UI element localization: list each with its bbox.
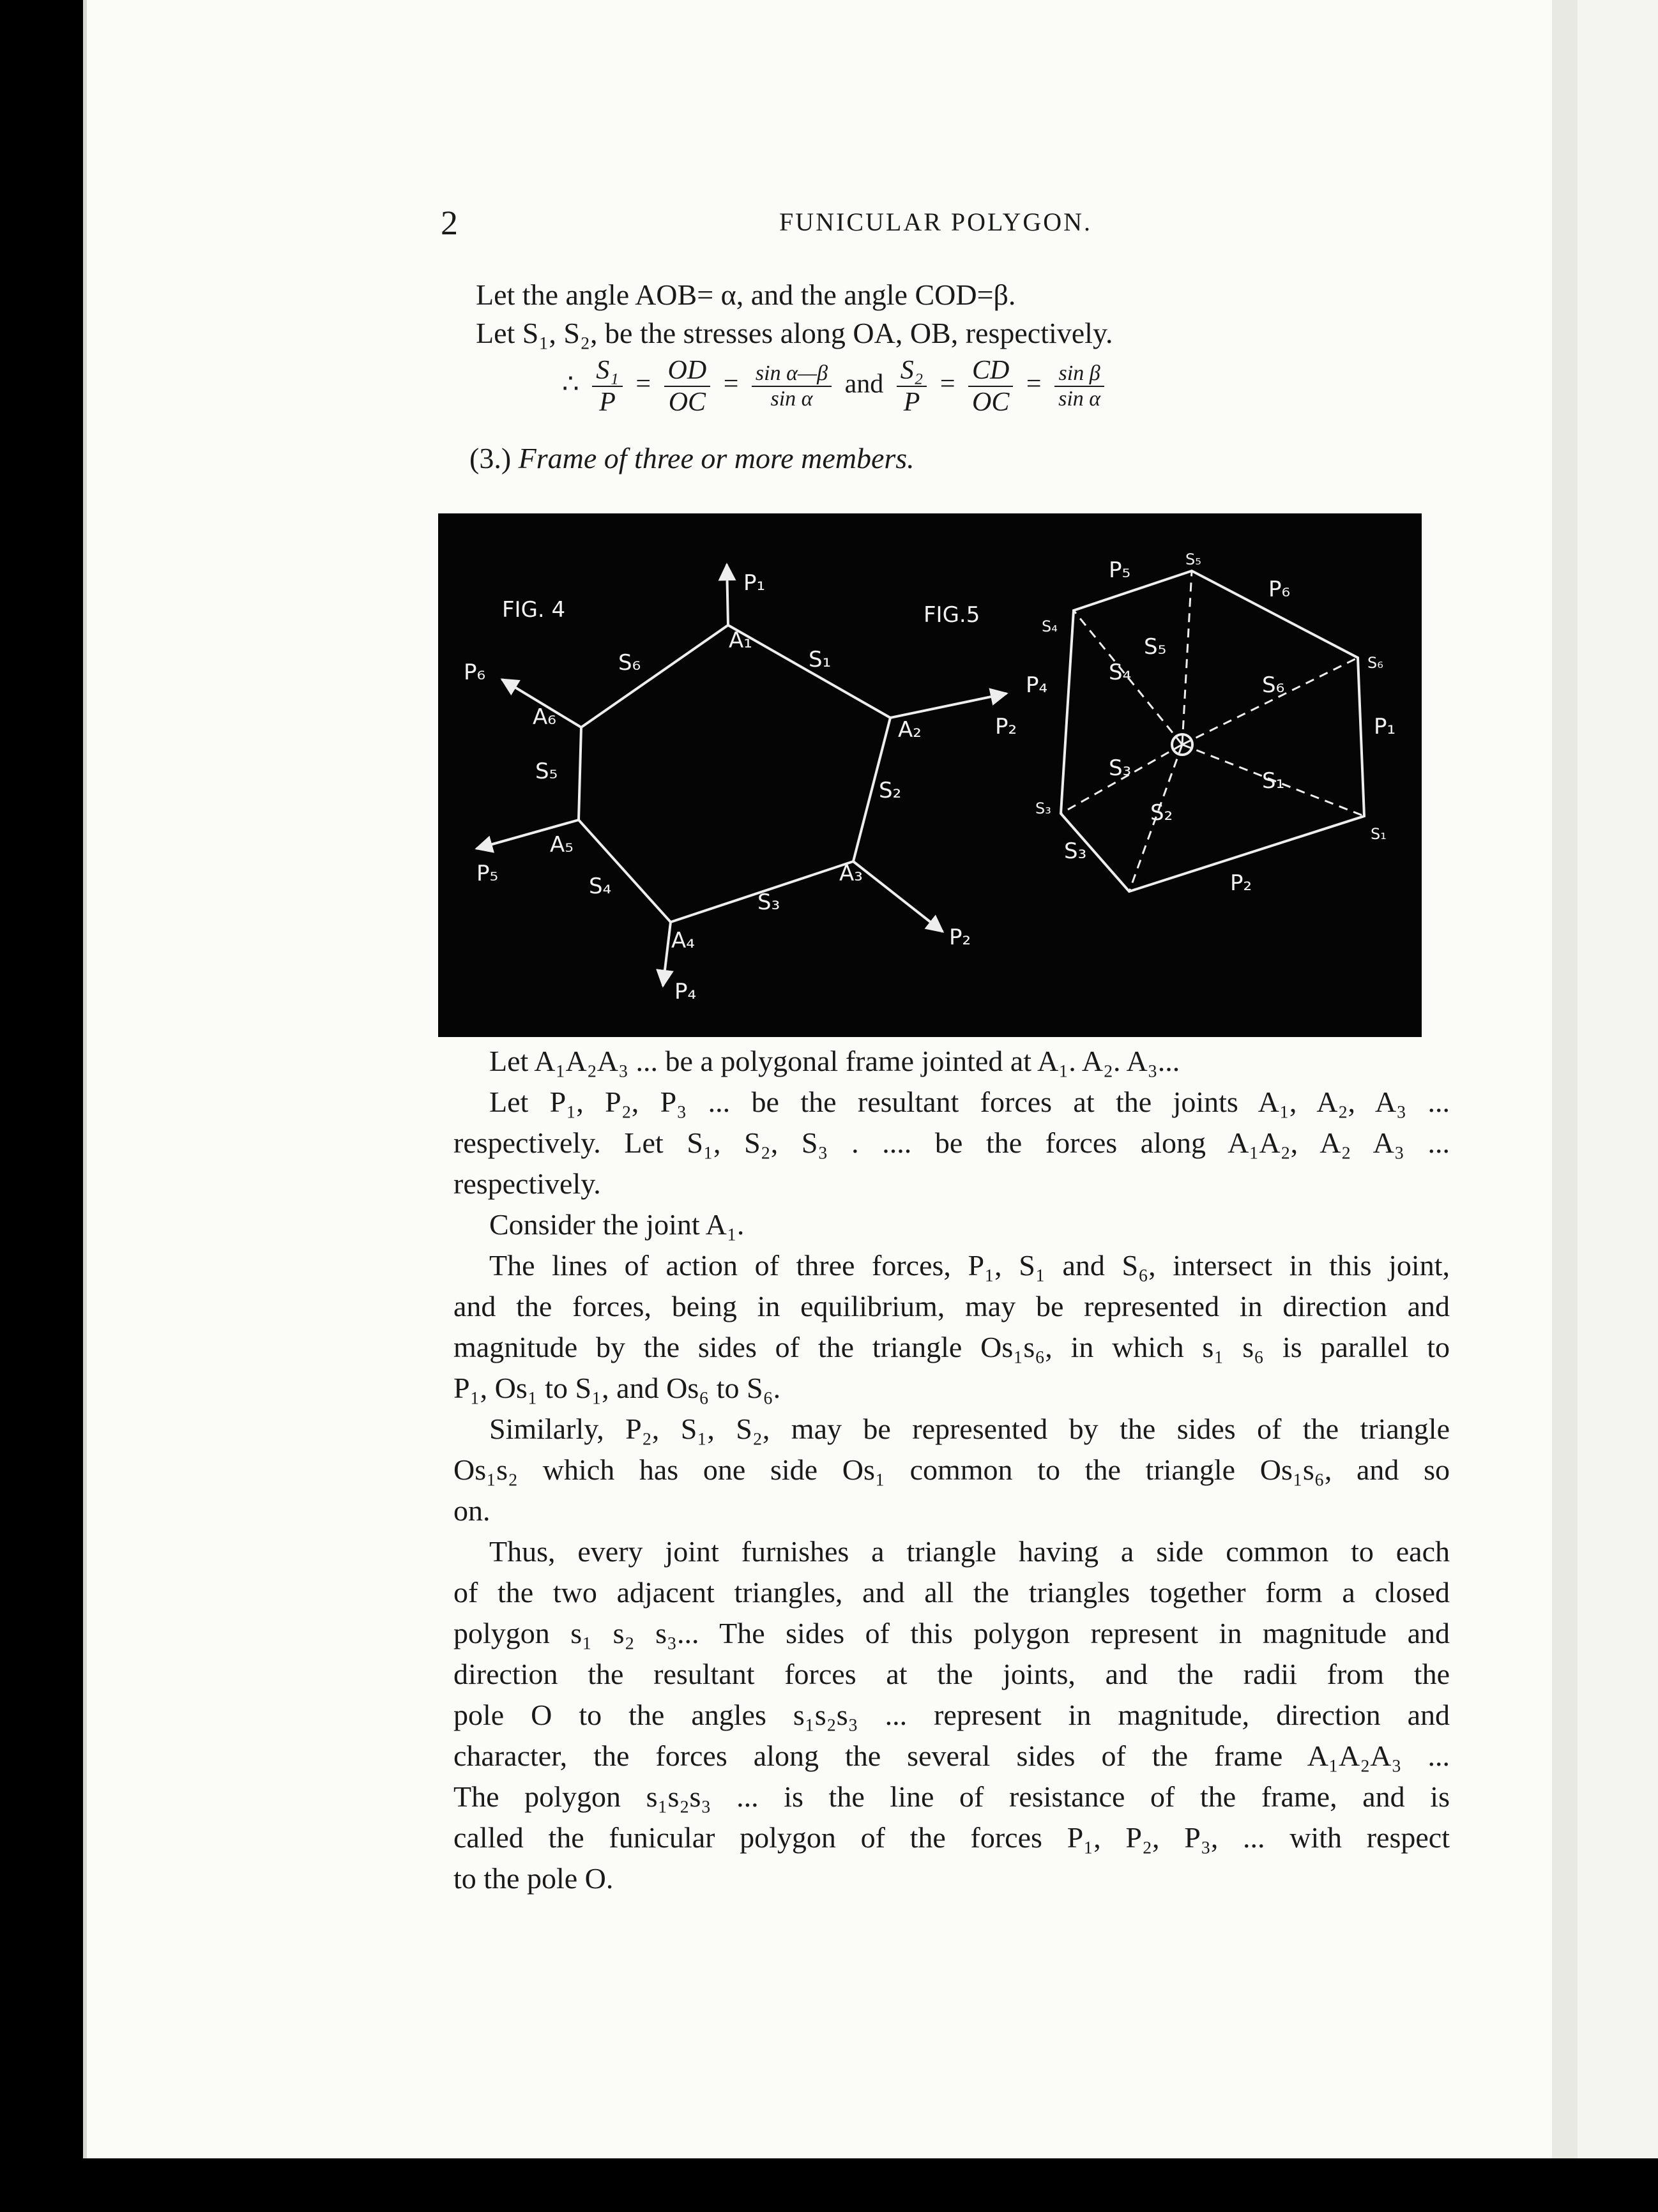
text-line: Os₁s₂ which has one side Os₁ common to the triangle Os₁s₆, and so bbox=[453, 1453, 1450, 1486]
fig4-label-a4: A₄ bbox=[671, 928, 695, 953]
text-line: of the two adjacent triangles, and all the triangles together form a closed bbox=[453, 1576, 1450, 1609]
text-line: direction the resultant forces at the joints, and the radii from the bbox=[453, 1658, 1450, 1690]
running-title: FUNICULAR POLYGON. bbox=[779, 208, 1093, 236]
fig4-label-s3: S₃ bbox=[757, 890, 780, 915]
fraction-sin-alpha-beta: $\frac{\text{sin α—β}}{\text{sin α}}$ bbox=[752, 361, 832, 411]
fig5-polygon bbox=[1061, 571, 1364, 891]
text-line: P₁, Os₁ to S₁, and Os₆ to S₆. bbox=[453, 1372, 781, 1404]
and-word: and bbox=[844, 369, 884, 399]
figure-drawing bbox=[438, 513, 1422, 1037]
fraction-s2-p: $\frac{\text{S₂}}{P}$ bbox=[897, 355, 927, 418]
fig4-label-p5: P₅ bbox=[476, 861, 499, 886]
fig5-label-s1: S₁ bbox=[1371, 825, 1387, 843]
fig5-label-p4: P₄ bbox=[1026, 672, 1048, 698]
text-line: to the pole O. bbox=[453, 1862, 614, 1895]
fig4-label-p2: P₂ bbox=[995, 714, 1017, 739]
fig5-label-p2: P₂ bbox=[1230, 870, 1252, 896]
fig5-ray-s2: S₂ bbox=[1150, 800, 1173, 826]
fig5-corner-s3: S₃ bbox=[1064, 838, 1087, 864]
fig4-label-a3: A₃ bbox=[839, 861, 863, 886]
section-number: (3.) bbox=[469, 442, 512, 474]
text-line: pole O to the angles s₁s₂s₃ ... represent in magnitude, direction and bbox=[453, 1699, 1450, 1731]
text-line: magnitude by the sides of the triangle Os₁s₆, in which s₁ s₆ is parallel to bbox=[453, 1331, 1450, 1363]
page-margin-right bbox=[1578, 0, 1658, 2158]
intro-line-2: Let S₁, S₂, be the stresses along OA, OB, respectively. bbox=[476, 317, 1113, 349]
fig5-ray-s3: S₃ bbox=[1109, 755, 1132, 781]
intro-line-1: Let the angle AOB= α, and the angle COD=β. bbox=[476, 278, 1016, 311]
text-line: and the forces, being in equilibrium, may be represented in direction and bbox=[453, 1290, 1450, 1322]
fig4-label-s5: S₅ bbox=[535, 759, 558, 784]
fig4-label-a5: A₅ bbox=[550, 832, 574, 858]
fig5-label-p5: P₅ bbox=[1109, 557, 1131, 583]
fig5-title: FIG.5 bbox=[924, 602, 980, 628]
fig4-label-a2: A₂ bbox=[898, 717, 922, 743]
fig4-title: FIG. 4 bbox=[502, 597, 566, 623]
fig4-label-s6: S₆ bbox=[618, 650, 641, 676]
fig4-label-p4: P₄ bbox=[674, 979, 697, 1004]
fig5-ray-s1: S₁ bbox=[1262, 768, 1285, 794]
fraction-od-oc: $\frac{OD}{OC}$ bbox=[664, 355, 711, 418]
text-line: Thus, every joint furnishes a triangle having a side common to each bbox=[489, 1535, 1450, 1568]
text-line: Let P₁, P₂, P₃ ... be the resultant forces at the joints A₁, A₂, A₃ ... bbox=[489, 1086, 1450, 1118]
fig4-label-s2: S₂ bbox=[879, 778, 902, 803]
fig4-label-p2-lower: P₂ bbox=[949, 925, 971, 950]
text-line: The lines of action of three forces, P₁, S₁ and S₆, intersect in this joint, bbox=[489, 1249, 1450, 1282]
text-line: polygon s₁ s₂ s₃... The sides of this polygon represent in magnitude and bbox=[453, 1617, 1450, 1649]
fig4-label-a1: A₁ bbox=[729, 628, 752, 653]
text-line: respectively. Let S₁, S₂, S₃ . .... be the forces along A₁A₂, A₂ A₃ ... bbox=[453, 1126, 1450, 1159]
therefore-symbol: ∴ bbox=[562, 369, 579, 399]
section-title: Frame of three or more members. bbox=[518, 442, 915, 474]
text-line: The polygon s₁s₂s₃ ... is the line of resistance of the frame, and is bbox=[453, 1780, 1450, 1813]
text-line: Let A₁A₂A₃ ... be a polygonal frame jointed at A₁. A₂. A₃... bbox=[489, 1045, 1180, 1077]
fig4-label-s1: S₁ bbox=[809, 647, 832, 672]
page-edge bbox=[1552, 0, 1578, 2158]
figure-plate bbox=[438, 513, 1422, 1037]
fraction-cd-oc: $\frac{CD}{OC}$ bbox=[968, 355, 1013, 418]
page-number: 2 bbox=[441, 204, 458, 242]
fig5-ray-s5: S₅ bbox=[1144, 634, 1167, 660]
fig5-label-s3: S₃ bbox=[1035, 799, 1051, 817]
fig5-label-s6: S₆ bbox=[1367, 654, 1383, 672]
fig5-label-s5: S₅ bbox=[1185, 550, 1201, 568]
text-line: Similarly, P₂, S₁, S₂, may be represented by the sides of the triangle bbox=[489, 1413, 1450, 1445]
fig4-label-s4: S₄ bbox=[589, 874, 612, 899]
fig5-ray-s6: S₆ bbox=[1262, 672, 1285, 698]
fig4-label-p1: P₁ bbox=[743, 570, 766, 596]
stress-equation: ∴ $\frac{\text{S₁}}{P}$ = $\frac{OD}{OC}$ = $\frac{\text{sin α—β}}{\text{sin α}}$ and $\frac{\text{S₂}}{P}$ = $\frac{CD}{OC}$ = $\frac{\text{sin β}}{\text{sin α}}$ bbox=[562, 355, 1111, 418]
section-heading bbox=[469, 438, 915, 479]
text-line: character, the forces along the several sides of the frame A₁A₂A₃ ... bbox=[453, 1739, 1450, 1772]
text-line: on. bbox=[453, 1494, 491, 1527]
fig5-ray-s4: S₄ bbox=[1109, 660, 1132, 685]
body-text bbox=[453, 1041, 1450, 1899]
fig5-label-p6: P₆ bbox=[1268, 577, 1291, 602]
text-line: called the funicular polygon of the forces P₁, P₂, P₃, ... with respect bbox=[453, 1821, 1450, 1854]
text-line: Consider the joint A₁. bbox=[489, 1208, 745, 1241]
fig4-label-a6: A₆ bbox=[533, 704, 556, 730]
text-line: respectively. bbox=[453, 1167, 601, 1200]
fig5-label-p1: P₁ bbox=[1374, 714, 1396, 739]
fig5-label-s4: S₄ bbox=[1042, 617, 1058, 635]
fraction-s1-p: $\frac{\text{S₁}}{P}$ bbox=[592, 355, 623, 418]
scan-border-bottom bbox=[0, 2158, 1658, 2212]
fig4-label-p6: P₆ bbox=[464, 660, 486, 685]
fraction-sin-beta: $\frac{\text{sin β}}{\text{sin α}}$ bbox=[1054, 361, 1104, 411]
